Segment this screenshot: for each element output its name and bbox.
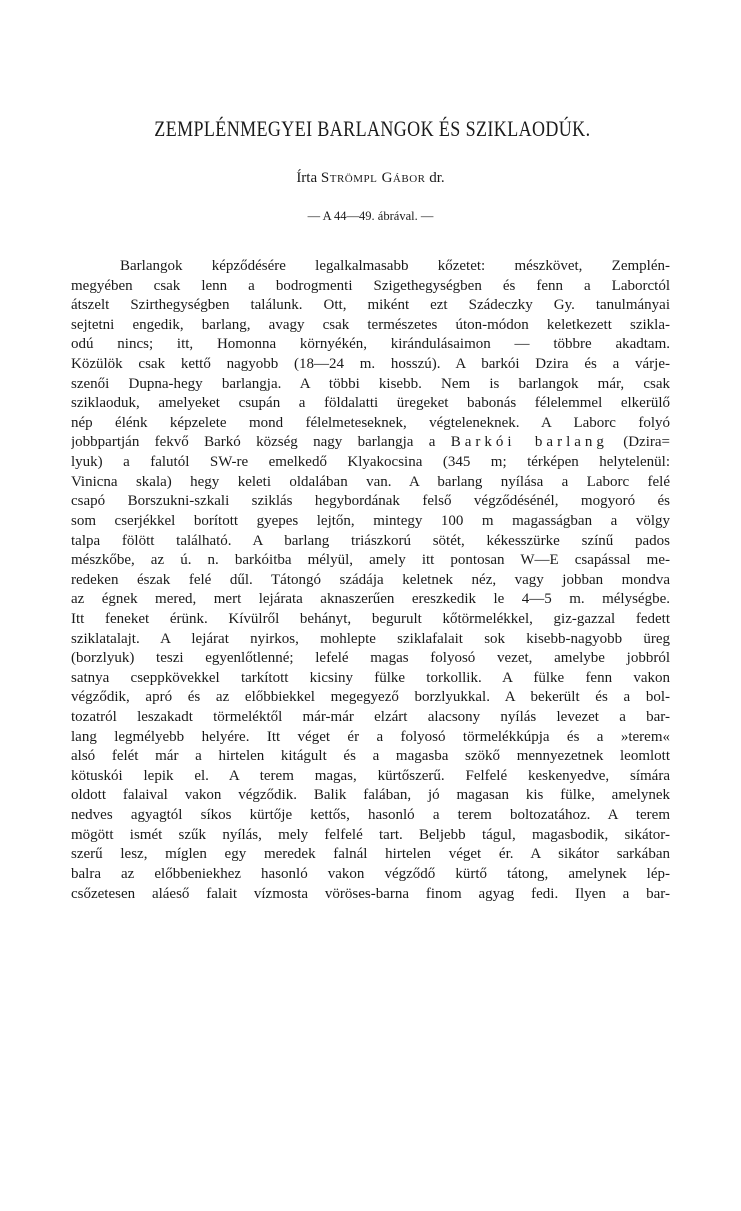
text-line: Itt feneket érünk. Kívülről behányt, begurult kőtörmelékkel, giz-gazzal fedett [71, 610, 670, 627]
text-line: csapó Borszukni-szkali sziklás hegybordának felső végződésénél, mogyoró és [71, 493, 670, 510]
text-line: szenői Dupna-hegy barlangja. A többi kisebb. Nem is barlangok már, csak [71, 375, 670, 392]
text-line: oldott falaival vakon végződik. Balik falában, jó magasan kis fülke, amelynek [71, 787, 670, 804]
text-line: odú nincs; itt, Homonna környékén, kirándulásaimon — többre akadtam. [71, 336, 670, 353]
byline-prefix: Írta [296, 170, 318, 186]
text-line: csőzetesen aláeső falait vízmosta vöröses-barna finom agyag fedi. Ilyen a bar- [71, 885, 670, 902]
figures-note: — A 44—49. ábrával. — [307, 209, 434, 223]
text-line: Vinicna skala) hegy keleti oldalában van. A barlang nyílása a Laborc felé [71, 473, 670, 490]
text-line: alsó felét már a hirtelen kitágult és a magasba szökő mennyezetnek leomlott [71, 748, 670, 765]
text-line: balra az előbbeniekhez hasonló vakon végződő kürtő tátong, amelynek lép- [71, 865, 670, 882]
text-line: satnya cseppkövekkel tarkított kicsiny fülke torkollik. A fülke fenn vakon [71, 669, 670, 686]
text-line: kötuskói lepik el. A terem magas, kürtőszerű. Felfelé keskenyedve, símára [71, 767, 670, 784]
text-line: redeken észak felé dűl. Tátongó szádája keletnek néz, vagy jobban mondva [71, 571, 670, 588]
spaced-cave-name: Barkói barlang [450, 434, 608, 451]
text-line: lyuk) a falutól SW-re emelkedő Klyakocsina (345 m; térképen helytelenül: [71, 454, 670, 471]
text-line: Közülök csak kettő nagyobb (18—24 m. hosszú). A barkói Dzira és a várje- [71, 356, 670, 373]
text-line: az égnek mered, mert lejárata aknaszerűen ereszkedik le 4—5 m. mélységbe. [71, 591, 670, 608]
text-line: tozatról leszakadt törmeléktől már-már elzárt alacsony nyílás levezet a bar- [71, 709, 670, 726]
text-line: megyében csak lenn a bodrogmenti Szigethegységben és fenn a Laborctól [71, 277, 670, 294]
text-line: mögött ismét szűk nyílás, mely felfelé tart. Beljebb tágul, magasbodik, sikátor- [71, 826, 670, 843]
text-line-head: jobbpartján fekvő Barkó község nagy barlangja a [71, 434, 451, 451]
article-body [71, 257, 670, 904]
text-line: Barlangok képződésére legalkalmasabb kőzetet: mészkövet, Zemplén- [120, 258, 670, 274]
text-line: végződik, apró és az előbbiekkel megegyező borzlyukkal. A bekerült és a bol- [71, 689, 670, 706]
article-title: ZEMPLÉNMEGYEI BARLANGOK ÉS SZIKLAODÚK. [154, 116, 591, 141]
text-line: átszelt Szirthegységben találunk. Ott, miként ezt Szádeczky Gy. tanulmányai [71, 297, 670, 314]
text-line-spaced [71, 433, 670, 453]
author-name: Strömpl Gábor [320, 170, 426, 186]
byline [0, 170, 741, 187]
text-line: talpa fölött található. A barlang triászkorú sötét, kékesszürke színű pados [71, 532, 670, 549]
author-suffix: dr. [429, 170, 445, 186]
text-line: mészkőbe, az ú. n. barkóitba mélyül, amely itt pontosan W—E csapással me- [71, 552, 670, 569]
text-line: sejtetni engedik, barlang, avagy csak természetes úton-módon keletkezett szikla- [71, 316, 670, 333]
text-line-tail: (Dzira= [623, 434, 670, 451]
text-line: sziklaoduk, amelyeket csupán a földalatti üregeket babonás félelemmel elkerülő [71, 395, 670, 412]
text-line: szerű lesz, míglen egy meredek falnál hirtelen véget ér. A sikátor sarkában [71, 846, 670, 863]
text-line: nép élénk képzelete mond félelmeteseknek, végteleneknek. A Laborc folyó [71, 414, 670, 431]
text-line: sziklatalajt. A lejárat nyirkos, mohlepte sziklafalait sok kisebb-nagyobb üreg [71, 630, 670, 647]
text-line: lang legmélyebb helyére. Itt véget ér a folyosó törmelékkúpja és a »terem« [71, 728, 670, 745]
text-line: nedves agyagtól síkos kürtője kettős, hasonló a terem boltozatához. A terem [71, 807, 670, 824]
text-line: som cserjékkel borított gyepes lejtőn, mintegy 100 m magasságban a völgy [71, 512, 670, 529]
text-line: (borzlyuk) teszi egyenlőtlenné; lefelé magas folyosó vezet, amelybe jobbról [71, 650, 670, 667]
